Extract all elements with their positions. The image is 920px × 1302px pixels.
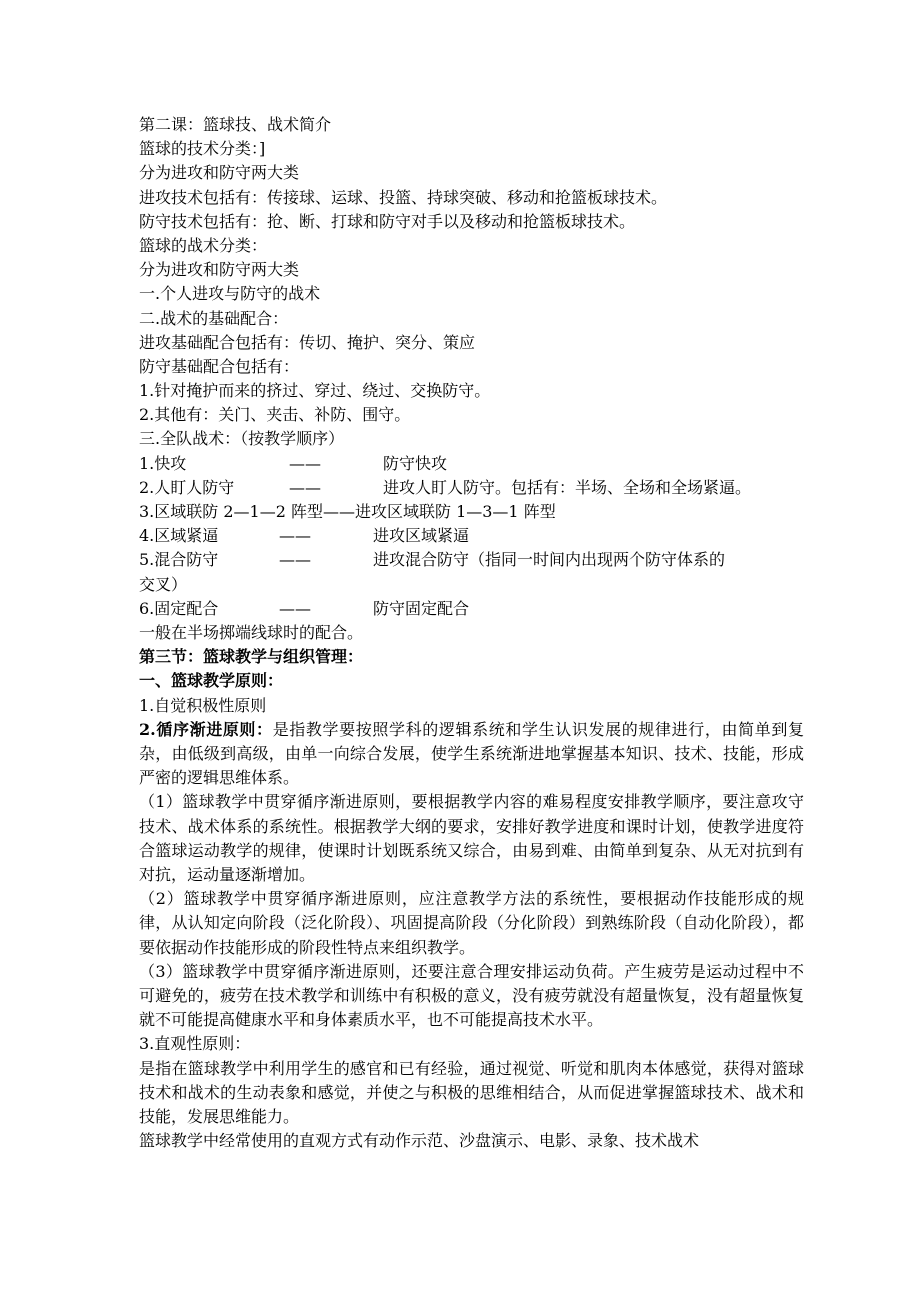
tactic-dash: —— [279, 526, 311, 546]
text-line: 篮球的技术分类：] [139, 139, 266, 159]
paragraph: （2）篮球教学中贯穿循序渐进原则，应注意教学方法的系统性，要根据动作技能形成的规律，从认知定向阶段（泛化阶段）、巩固提高阶段（分化阶段）到熟练阶段（自动化阶段），都要依据动作技能形成的阶段性特点来组织教学。 [139, 889, 804, 957]
tactic-counter: 进攻区域紧逼 [373, 526, 470, 546]
tactic-name: 1.快攻 [139, 453, 187, 473]
tactic-dash: —— [279, 598, 311, 618]
tactic-row [139, 548, 804, 572]
text-line: 二.战术的基础配合： [139, 308, 289, 328]
tactic-row [139, 524, 804, 548]
text-line: 一般在半场掷端线球时的配合。 [139, 622, 364, 642]
tactic-row [139, 476, 804, 500]
section-heading: 第三节：篮球教学与组织管理： [139, 647, 364, 667]
tactic-dash: —— [289, 453, 321, 473]
text-line: 1.针对掩护而来的挤过、穿过、绕过、交换防守。 [139, 381, 491, 401]
tactic-row: 交叉） [139, 574, 188, 594]
tactic-name: 4.区域紧逼 [139, 526, 219, 546]
paragraph: （3）篮球教学中贯穿循序渐进原则，还要注意合理安排运动负荷。产生疲劳是运动过程中不可避免的，疲劳在技术教学和训练中有积极的意义，没有疲劳就没有超量恢复，没有超量恢复就不可能提高健康水平和身体素质水平，也不可能提高技术水平。 [139, 961, 804, 1030]
text-line: 进攻技术包括有：传接球、运球、投篮、持球突破、移动和抢篮板球技术。 [139, 187, 668, 207]
tactic-counter: 进攻混合防守（指同一时间内出现两个防守体系的 [373, 550, 726, 570]
subsection-heading: 一、篮球教学原则： [139, 671, 284, 691]
paragraph: 篮球教学中经常使用的直观方式有动作示范、沙盘演示、电影、录象、技术战术 [139, 1131, 700, 1151]
text-line: 进攻基础配合包括有：传切、掩护、突分、策应 [139, 332, 476, 352]
document-body [139, 113, 804, 1153]
text-line: 2.其他有：关门、夹击、补防、围守。 [139, 405, 411, 425]
paragraph: （1）篮球教学中贯穿循序渐进原则，要根据教学内容的难易程度安排教学顺序，要注意攻守技术、战术体系的系统性。根据教学大纲的要求，安排好教学进度和课时计划，使教学进度符合篮球运动教学的规律，使课时计划既系统又综合，由易到难、由简单到复杂、从无对抗到有对抗，运动量逐渐增加。 [139, 792, 804, 884]
principle-item: 3.直观性原则： [139, 1034, 251, 1054]
principle-title: 2.循序渐进原则： [139, 719, 273, 739]
text-line: 分为进攻和防守两大类 [139, 260, 300, 280]
tactic-row [139, 452, 804, 476]
text-line: 三.全队战术：（按教学顺序） [139, 429, 345, 449]
tactic-name: 2.人盯人防守 [139, 477, 235, 497]
tactic-name: 6.固定配合 [139, 598, 219, 618]
text-line: 分为进攻和防守两大类 [139, 163, 300, 183]
text-line: 篮球的战术分类： [139, 235, 268, 255]
principle-text: 是指教学要按照学科的逻辑系统和学生认识发展的规律进行，由简单到复杂，由低级到高级，由单一向综合发展，使学生系统渐进地掌握基本知识、技术、技能，形成严密的逻辑思维体系。 [139, 719, 804, 788]
tactic-row [139, 597, 804, 621]
tactic-dash: —— [289, 477, 321, 497]
text-line: 防守技术包括有：抢、断、打球和防守对手以及移动和抢篮板球技术。 [139, 211, 636, 231]
principle-item: 1.自觉积极性原则 [139, 695, 267, 715]
tactic-counter: 防守固定配合 [373, 598, 470, 618]
text-line: 一.个人进攻与防守的战术 [139, 284, 321, 304]
tactic-counter: 进攻人盯人防守。包括有：半场、全场和全场紧逼。 [383, 477, 752, 497]
text-line: 防守基础配合包括有： [139, 356, 300, 376]
principle-paragraph [139, 718, 804, 791]
tactic-counter: 防守快攻 [383, 453, 448, 473]
tactic-name: 5.混合防守 [139, 550, 219, 570]
tactic-dash: —— [279, 550, 311, 570]
tactic-row: 3.区域联防 2—1—2 阵型——进攻区域联防 1—3—1 阵型 [139, 502, 556, 521]
lesson-title: 第二课：篮球技、战术简介 [139, 115, 332, 134]
paragraph: 是指在篮球教学中利用学生的感官和已有经验，通过视觉、听觉和肌肉本体感觉，获得对篮球技术和战术的生动表象和感觉，并使之与积极的思维相结合，从而促进掌握篮球技术、战术和技能，发展思维能力。 [139, 1058, 804, 1126]
